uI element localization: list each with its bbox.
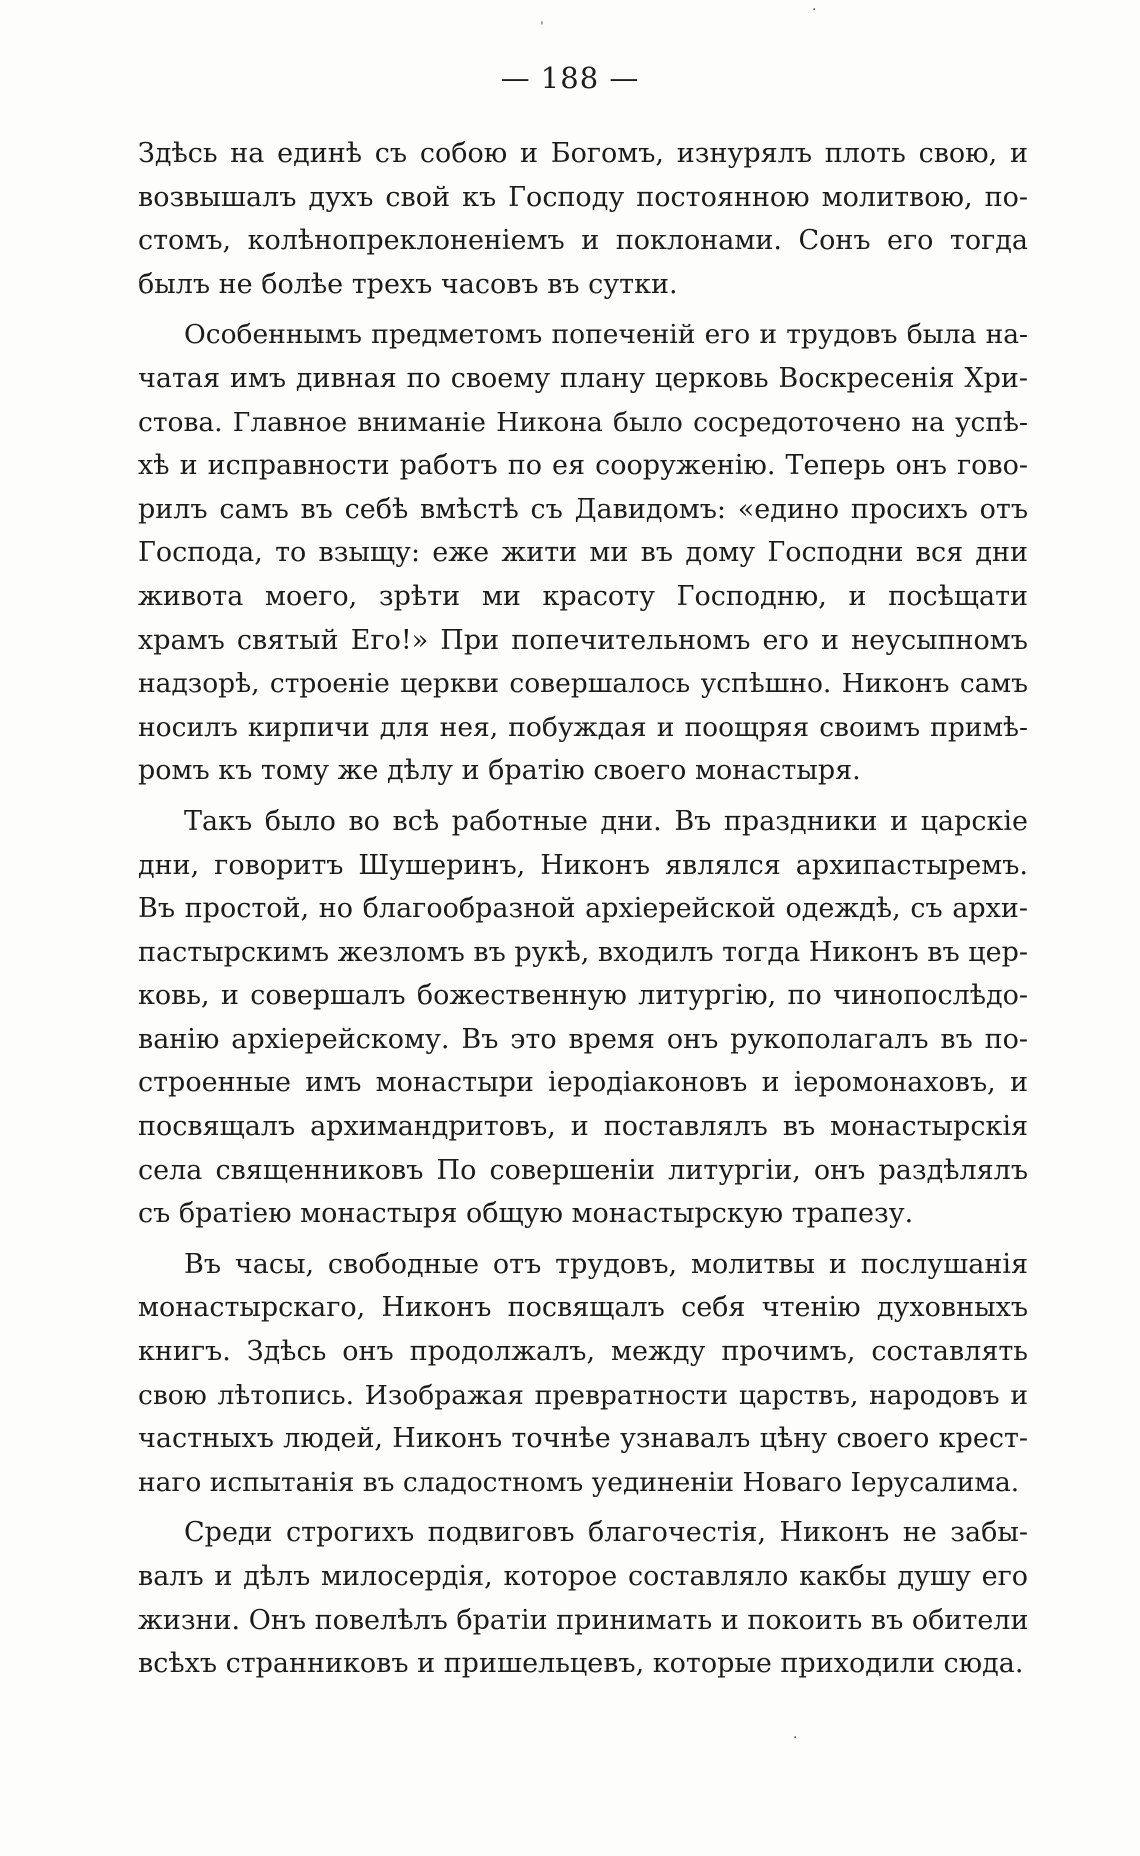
line: Господа, то взыщу: еже жити ми въ дому Господни вся дни	[138, 537, 1028, 569]
paragraph-3	[138, 800, 1028, 1236]
paragraph-1	[138, 132, 1028, 306]
line: строенные имъ монастыри іеродіаконовъ и іеромонаховъ, и	[138, 1067, 1028, 1099]
paragraph-2	[138, 313, 1028, 793]
paragraph-4	[138, 1243, 1028, 1505]
line: частныхъ людей, Никонъ точнѣе узнавалъ цѣну своего крест-	[138, 1423, 1028, 1455]
line: всѣхъ странниковъ и пришельцевъ, которые приходили сюда.	[138, 1648, 1024, 1680]
line: посвящалъ архимандритовъ, и поставлялъ въ монастырскія	[138, 1111, 1028, 1143]
line: валъ и дѣлъ милосердія, которое составляло какбы душу его	[138, 1561, 1028, 1592]
speck-bottom: ·	[793, 1730, 798, 1746]
line: Въ простой, но благообразной архіерейской одеждѣ, съ архи-	[138, 893, 1028, 925]
line: ромъ къ тому же дѣлу и братію своего монастыря.	[138, 755, 861, 787]
line: возвышалъ духъ свой къ Господу постоянною молитвою, по-	[138, 181, 1028, 213]
line: Такъ было во всѣ работные дни. Въ праздники и царскіе	[184, 805, 1028, 837]
line: Среди строгихъ подвиговъ благочестія, Никонъ не забы-	[184, 1517, 1028, 1549]
line: былъ не болѣе трехъ часовъ въ сутки.	[138, 268, 678, 300]
line: свою лѣтопись. Изображая превратности царствъ, народовъ и	[138, 1379, 1028, 1411]
line: храмъ святый Его!» При попечительномъ его и неусыпномъ	[138, 624, 1028, 656]
line: съ братіею монастыря общую монастырскую трапезу.	[138, 1198, 914, 1230]
line: ковь, и совершалъ божественную литургію, по чинопослѣдо-	[138, 980, 1028, 1012]
line: стомъ, колѣнопреклоненіемъ и поклонами. Сонъ его тогда	[138, 225, 1028, 257]
body-text	[138, 132, 1028, 1686]
line: живота моего, зрѣти ми красоту Господню, и посѣщати	[138, 580, 1028, 612]
line: рилъ самъ въ себѣ вмѣстѣ съ Давидомъ: «едино просихъ отъ	[138, 493, 1028, 525]
page-number: — 188 —	[500, 61, 640, 95]
line: монастырскаго, Никонъ посвящалъ себя чтенію духовныхъ	[138, 1292, 1028, 1324]
line: Въ часы, свободные отъ трудовъ, молитвы и послушанія	[184, 1248, 1028, 1280]
line: ванію архіерейскому. Въ это время онъ рукополагалъ въ по-	[138, 1023, 1028, 1055]
line: носилъ кирпичи для нея, побуждая и поощряя своимъ примѣ-	[138, 711, 1028, 743]
line: хѣ и исправности работъ по ея сооруженію. Теперь онъ гово-	[138, 450, 1028, 482]
speck-top: ·	[812, 2, 817, 18]
line: Здѣсь на единѣ съ собою и Богомъ, изнурялъ плоть свою, и	[138, 138, 1028, 169]
line: стова. Главное вниманіе Никона было сосредоточено на успѣ-	[138, 406, 1028, 438]
line: Особеннымъ предметомъ попеченій его и трудовъ была на-	[184, 319, 1028, 351]
line: пастырскимъ жезломъ въ рукѣ, входилъ тогда Никонъ въ цер-	[138, 936, 1028, 968]
line: жизни. Онъ повелѣлъ братіи принимать и покоить въ обители	[138, 1604, 1029, 1636]
line: чатая имъ дивная по своему плану церковь Воскресенія Хри-	[138, 362, 1028, 394]
line: дни, говоритъ Шушеринъ, Никонъ являлся архипастыремъ.	[138, 849, 1028, 881]
line: наго испытанія въ сладостномъ уединеніи Новаго Іерусалима.	[138, 1466, 1020, 1498]
paragraph-5	[138, 1511, 1028, 1685]
line: села священниковъ По совершеніи литургіи, онъ раздѣлялъ	[138, 1154, 1028, 1186]
speck-mid: ˈ	[540, 20, 544, 36]
line: надзорѣ, строеніе церкви совершалось успѣшно. Никонъ самъ	[138, 668, 1028, 700]
line: книгъ. Здѣсь онъ продолжалъ, между прочимъ, составлять	[138, 1336, 1028, 1368]
